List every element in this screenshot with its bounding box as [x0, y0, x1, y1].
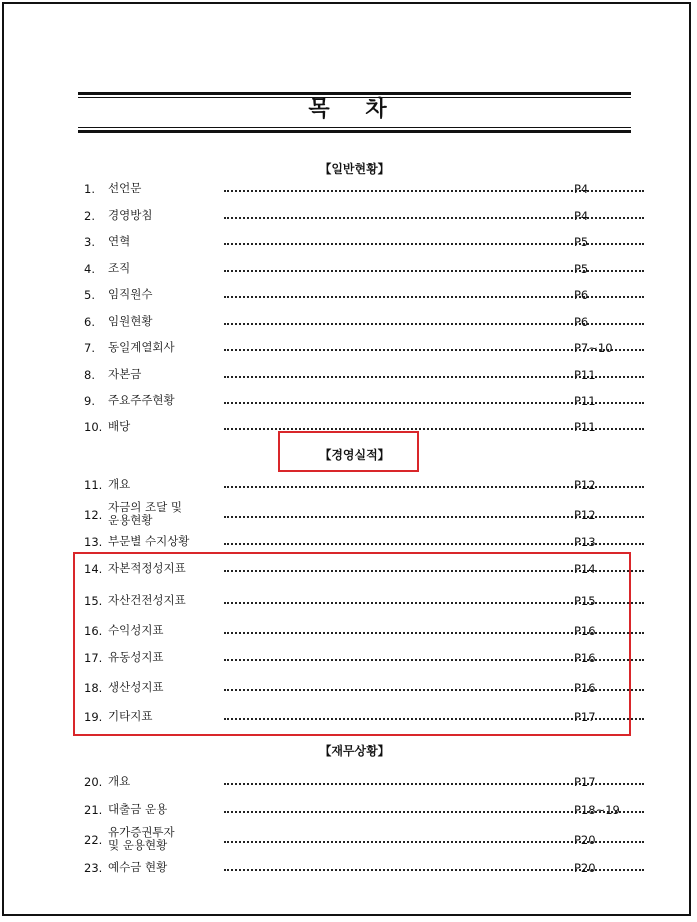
toc-row[interactable] — [84, 341, 614, 357]
item-label-line1: 유가증권투자 — [108, 825, 175, 839]
toc-row[interactable] — [84, 368, 614, 384]
item-number: 19. — [84, 710, 103, 724]
toc-row[interactable] — [84, 394, 614, 410]
toc-row[interactable] — [84, 235, 614, 251]
item-page: P11 — [574, 368, 596, 382]
item-page: P5 — [574, 235, 589, 249]
item-label: 선언문 — [108, 181, 142, 195]
toc-row[interactable] — [84, 209, 614, 225]
item-label: 주요주주현황 — [108, 393, 175, 407]
item-page: P6 — [574, 288, 589, 302]
item-label — [108, 826, 175, 852]
item-label: 유동성지표 — [108, 650, 164, 664]
item-page: P16 — [574, 651, 596, 665]
toc-row[interactable] — [84, 861, 614, 877]
item-label: 임원현황 — [108, 314, 153, 328]
item-page: P18~19 — [574, 803, 620, 817]
item-label: 자본금 — [108, 367, 142, 381]
item-page: P13 — [574, 535, 596, 549]
item-page: P17 — [574, 775, 596, 789]
item-page: P11 — [574, 420, 596, 434]
item-number: 20. — [84, 775, 103, 789]
toc-row[interactable] — [84, 478, 614, 494]
toc-row[interactable] — [84, 594, 614, 610]
item-page: P14 — [574, 562, 596, 576]
title-rule-bottom-thin — [78, 127, 631, 128]
item-page: P17 — [574, 710, 596, 724]
item-page: P15 — [574, 594, 596, 608]
item-label: 연혁 — [108, 234, 131, 248]
item-number: 3. — [84, 235, 95, 249]
item-page: P16 — [574, 681, 596, 695]
item-number: 18. — [84, 681, 103, 695]
item-page: P20 — [574, 861, 596, 875]
item-label: 배당 — [108, 419, 131, 433]
toc-row[interactable] — [84, 710, 614, 726]
item-number: 23. — [84, 861, 103, 875]
item-number: 12. — [84, 508, 103, 522]
item-label: 수익성지표 — [108, 623, 164, 637]
toc-row[interactable] — [84, 500, 614, 527]
section-heading-performance: 【경영실적】 — [319, 448, 390, 462]
item-label: 대출금 운용 — [108, 802, 168, 816]
toc-row[interactable] — [84, 775, 614, 791]
item-label: 임직원수 — [108, 287, 153, 301]
toc-row[interactable] — [84, 681, 614, 697]
item-label-line2: 및 운용현황 — [108, 838, 168, 852]
page-title: 목 차 — [308, 97, 401, 122]
item-page: P7~10 — [574, 341, 613, 355]
item-label: 동일계열회사 — [108, 340, 175, 354]
item-number: 14. — [84, 562, 103, 576]
item-number: 11. — [84, 478, 103, 492]
highlight-box-indicators — [73, 552, 631, 736]
toc-row[interactable] — [84, 262, 614, 278]
item-number: 8. — [84, 368, 95, 382]
item-number: 13. — [84, 535, 103, 549]
item-number: 5. — [84, 288, 95, 302]
item-label: 자산건전성지표 — [108, 593, 186, 607]
item-label: 개요 — [108, 477, 131, 491]
toc-row[interactable] — [84, 802, 620, 819]
title-rule-bottom — [78, 130, 631, 133]
item-number: 22. — [84, 833, 103, 847]
item-page: P16 — [574, 624, 596, 638]
item-label: 예수금 현황 — [108, 860, 168, 874]
item-page: P4 — [574, 182, 589, 196]
toc-row[interactable] — [84, 182, 614, 198]
toc-row[interactable] — [84, 315, 614, 331]
item-number: 16. — [84, 624, 103, 638]
toc-row[interactable] — [84, 288, 614, 304]
item-number: 1. — [84, 182, 95, 196]
toc-row[interactable] — [84, 535, 614, 551]
item-page: P12 — [574, 508, 596, 522]
item-label: 자본적정성지표 — [108, 561, 186, 575]
item-label: 부문별 수지상황 — [108, 534, 190, 548]
item-page: P12 — [574, 478, 596, 492]
item-number: 4. — [84, 262, 95, 276]
section-heading-financial: 【재무상황】 — [319, 744, 390, 758]
item-label-line1: 자금의 조달 및 — [108, 500, 182, 514]
toc-row[interactable] — [84, 825, 614, 852]
toc-row[interactable] — [84, 562, 614, 578]
item-label: 기타지표 — [108, 709, 153, 723]
item-label-line2: 운용현황 — [108, 513, 153, 527]
item-page: P11 — [574, 394, 596, 408]
item-number: 15. — [84, 594, 103, 608]
item-page: P20 — [574, 833, 596, 847]
item-page: P5 — [574, 262, 589, 276]
item-page: P4 — [574, 209, 589, 223]
item-number: 2. — [84, 209, 95, 223]
toc-row[interactable] — [84, 651, 614, 667]
item-label: 경영방침 — [108, 208, 153, 222]
item-page: P6 — [574, 315, 589, 329]
item-label: 개요 — [108, 774, 131, 788]
item-label: 조직 — [108, 261, 131, 275]
item-number: 7. — [84, 341, 95, 355]
item-number: 21. — [84, 803, 103, 817]
toc-row[interactable] — [84, 624, 614, 640]
item-number: 17. — [84, 651, 103, 665]
section-heading-general: 【일반현황】 — [319, 162, 390, 176]
item-number: 10. — [84, 420, 103, 434]
item-number: 9. — [84, 394, 95, 408]
item-number: 6. — [84, 315, 95, 329]
item-label — [108, 501, 182, 527]
item-label: 생산성지표 — [108, 680, 164, 694]
